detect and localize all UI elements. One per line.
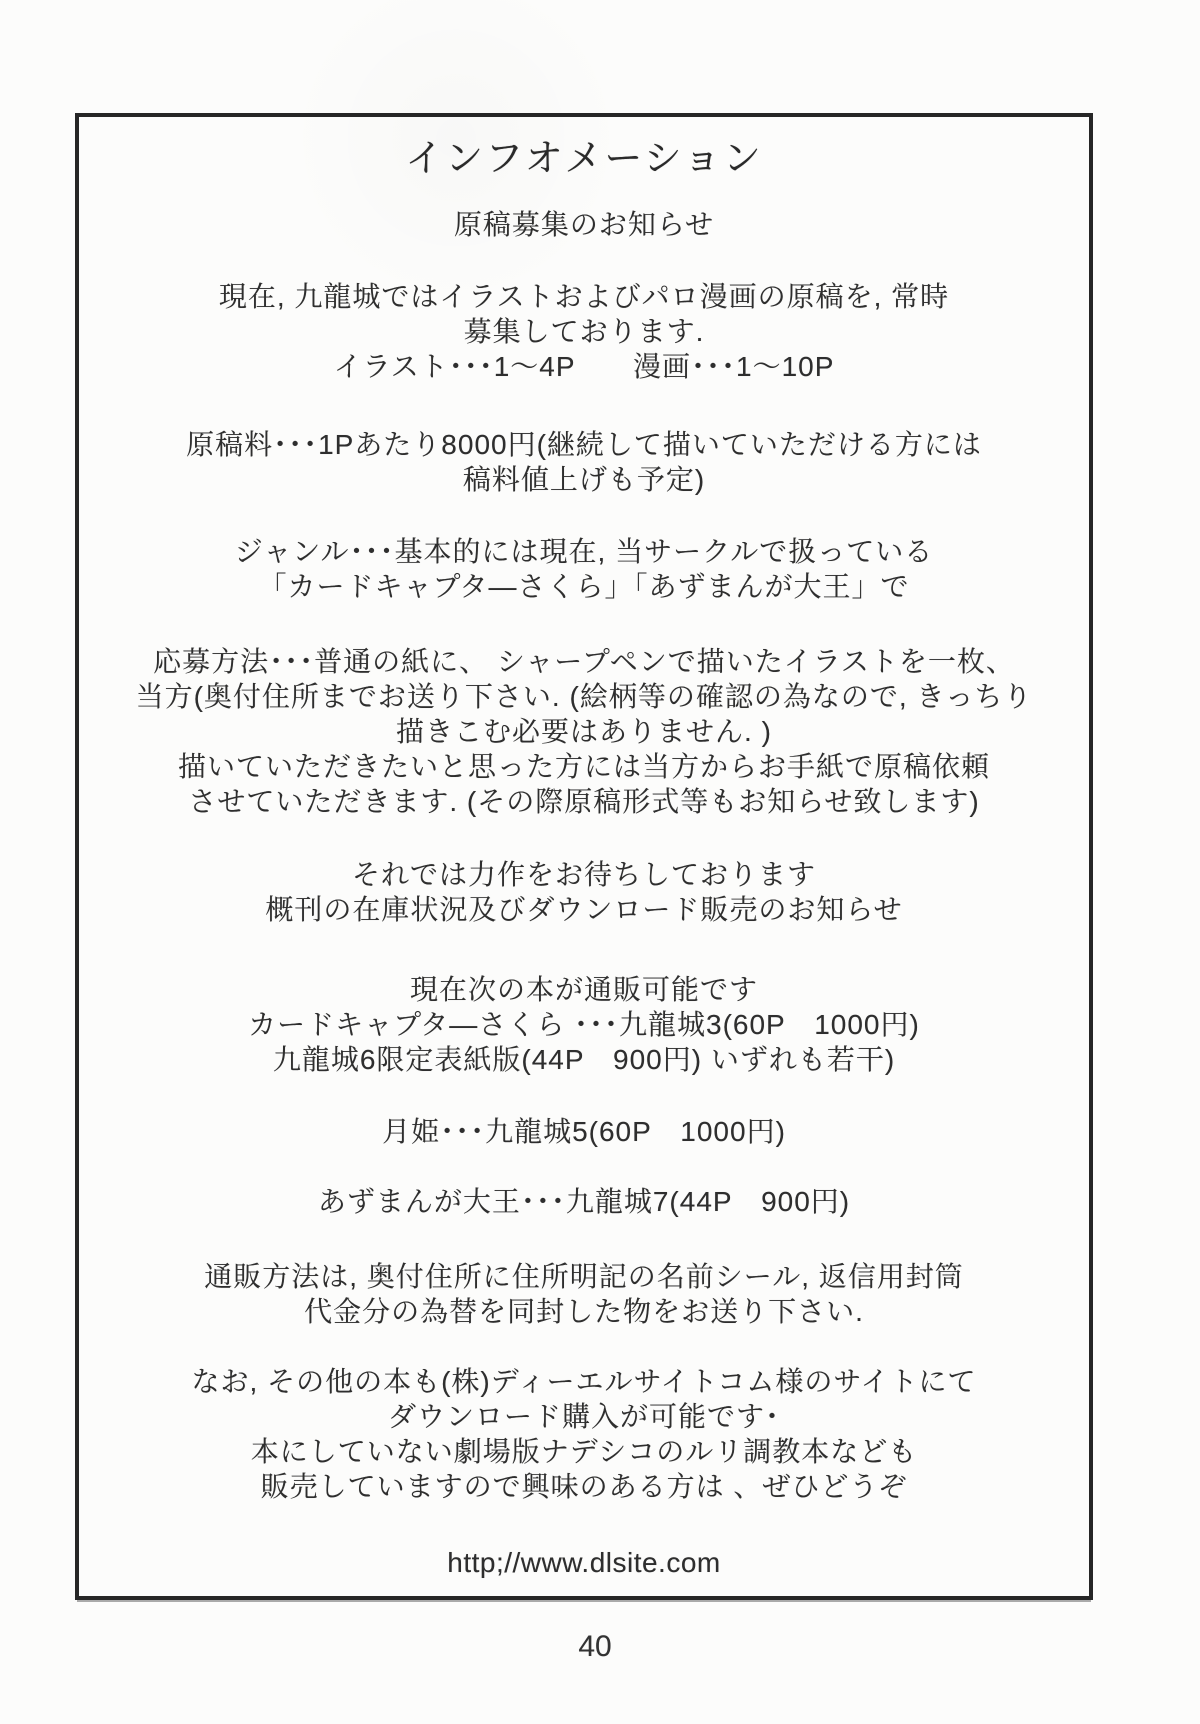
text-line: させていただきます. (その際原稿形式等もお知らせ致します) — [188, 786, 980, 817]
paragraph-tsukihime-book — [79, 1114, 1089, 1149]
text-line: ジャンル･･･基本的には現在, 当サークルで扱っている — [234, 536, 934, 567]
text-line: カードキャプタ—さくら ･･･九龍城3(60P 1000円) — [248, 1009, 920, 1040]
text-line: 描きこむ必要はありません. ) — [396, 716, 772, 747]
text-line: 応募方法･･･普通の紙に、 シャープペンで描いたイラストを一枚、 — [153, 646, 1015, 677]
text-line: 販売していますので興味のある方は 、ぜひどうぞ — [260, 1471, 908, 1502]
paragraph-application-method — [79, 644, 1089, 819]
paragraph-manuscript-fee — [79, 427, 1089, 497]
paragraph-website-url — [79, 1545, 1089, 1580]
page-number: 40 — [578, 1630, 612, 1663]
paragraph-recruitment — [79, 279, 1089, 384]
text-line: 原稿料･･･1Pあたり8000円(継続して描いていただける方には — [186, 429, 982, 460]
text-line: 稿料値上げも予定) — [462, 464, 706, 495]
information-box — [75, 113, 1093, 1600]
text-line: 月姫･･･九龍城5(60P 1000円) — [382, 1116, 786, 1147]
text-line: ダウンロード購入が可能です･ — [387, 1401, 780, 1432]
text-line: 現在, 九龍城ではイラストおよびパロ漫画の原稿を, 常時 — [218, 281, 950, 312]
paragraph-download-sales — [79, 1364, 1089, 1504]
text-line: 代金分の為替を同封した物をお送り下さい. — [304, 1296, 864, 1327]
paragraph-azumanga-book — [79, 1184, 1089, 1219]
paragraph-genre — [79, 534, 1089, 604]
text-line: 本にしていない劇場版ナデシコのルリ調教本なども — [250, 1436, 918, 1467]
section-heading-recruitment: 原稿募集のお知らせ — [453, 209, 715, 240]
text-line: 募集しております. — [463, 316, 705, 347]
page-title: インフオメーション — [405, 138, 763, 180]
text-line: なお, その他の本も(株)ディーエルサイトコム様のサイトにて — [191, 1366, 977, 1397]
text-line: 九龍城6限定表紙版(44P 900円) いずれも若干) — [272, 1044, 896, 1075]
text-line: 通販方法は, 奥付住所に住所明記の名前シール, 返信用封筒 — [204, 1261, 964, 1292]
paragraph-mail-order-books — [79, 972, 1089, 1077]
text-line: イラスト･･･1～4P 漫画･･･1～10P — [333, 351, 835, 382]
text-line: 現在次の本が通販可能です — [409, 974, 758, 1005]
text-line: 概刊の在庫状況及びダウンロード販売のお知らせ — [265, 894, 903, 925]
paragraph-mail-order-method — [79, 1259, 1089, 1329]
site-url-text: http;//www.dlsite.com — [447, 1547, 721, 1578]
text-line: 「カードキャプタ—さくら」「あずまんが大王」で — [258, 571, 910, 602]
text-line: 描いていただきたいと思った方には当方からお手紙で原稿依頼 — [177, 751, 990, 782]
text-line: それでは力作をお待ちしております — [351, 859, 816, 890]
text-line: 当方(奥付住所までお送り下さい. (絵柄等の確認の為なので, きっちり — [135, 681, 1033, 712]
paragraph-stock-announcement — [79, 857, 1089, 927]
text-line: あずまんが大王･･･九龍城7(44P 900円) — [317, 1186, 851, 1217]
